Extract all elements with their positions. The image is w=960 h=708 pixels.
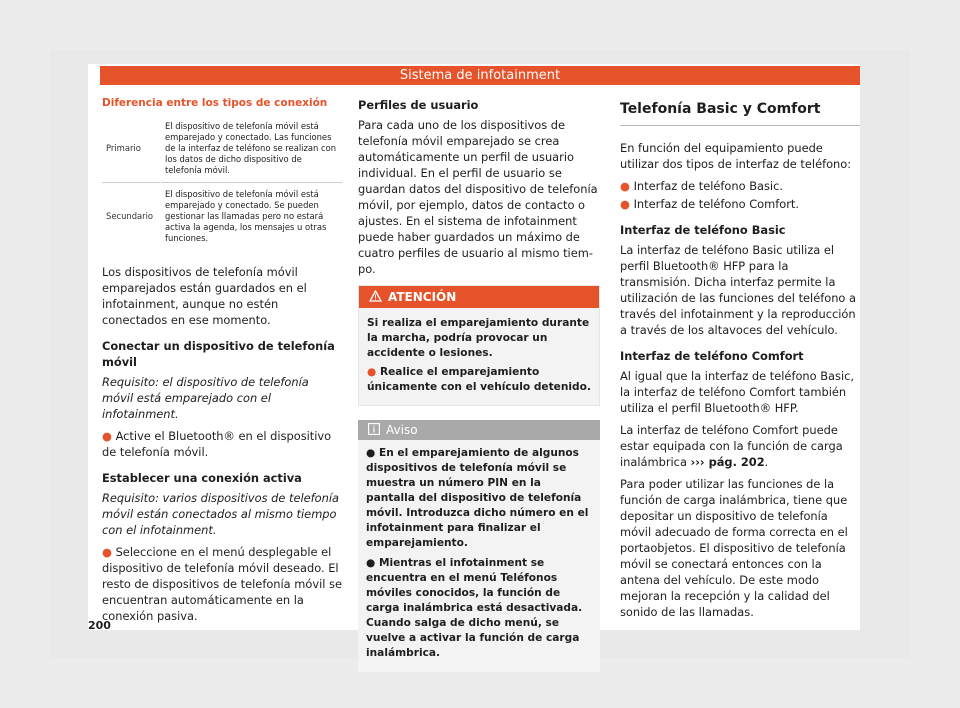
info-icon bbox=[368, 421, 380, 441]
bullet-text: Active el Bluetooth® en el dispositivo de telefonía móvil. bbox=[102, 429, 332, 459]
heading-connect: Conectar un dispositivo de telefonía móvil bbox=[102, 339, 335, 369]
requirement-connect: Requisito: el dispositivo de telefonía móvil está emparejado con el infotainment. bbox=[102, 375, 309, 421]
bullet-dot-icon: ● bbox=[366, 447, 376, 459]
table-cell-label: Secundario bbox=[102, 183, 161, 251]
table-cell-text: El dispositivo de telefonía móvil está emparejado y conectado. Se pueden gestionar las llamadas pero no estará activa la agenda, los mensajes u otras funciones. bbox=[161, 183, 343, 251]
bullet-text: Interfaz de teléfono Comfort. bbox=[633, 197, 799, 211]
bullet-dot-icon: ● bbox=[620, 179, 630, 193]
bullet-comfort bbox=[620, 196, 860, 212]
heading-basic: Interfaz de teléfono Basic bbox=[620, 223, 786, 237]
bullet-text: Interfaz de teléfono Basic. bbox=[633, 179, 783, 193]
note-box bbox=[358, 420, 600, 672]
note-title-text: Aviso bbox=[386, 423, 418, 437]
column-right bbox=[620, 97, 860, 626]
paragraph-intro: En función del equipamiento puede utilizar dos tipos de interfaz de teléfono: bbox=[620, 141, 852, 171]
attention-bullet bbox=[367, 365, 591, 395]
page-number: 200 bbox=[88, 619, 111, 632]
bullet-dot-icon: ● bbox=[102, 545, 112, 559]
table-cell-text: El dispositivo de telefonía móvil está emparejado y conectado. Las funciones de la interfaz de teléfono se realizan con los datos de dicho dispositivo de telefonía móvil. bbox=[161, 115, 343, 183]
page-reference-link[interactable]: ››› pág. 202 bbox=[690, 455, 765, 469]
note-title bbox=[358, 420, 600, 440]
column-left bbox=[102, 97, 342, 630]
heading-active: Establecer una conexión activa bbox=[102, 471, 302, 485]
note-bullet bbox=[366, 446, 592, 551]
paragraph-intro: Los dispositivos de telefonía móvil emparejados están guardados en el infotainment, aunque no estén conectados en ese momento. bbox=[102, 265, 307, 327]
table-cell-label: Primario bbox=[106, 143, 141, 153]
bullet-text: Realice el emparejamiento únicamente con el vehículo detenido. bbox=[367, 366, 591, 393]
table-row bbox=[102, 115, 342, 183]
heading-comfort: Interfaz de teléfono Comfort bbox=[620, 349, 804, 363]
bullet-dot-icon: ● bbox=[620, 197, 630, 211]
paragraph-text: La interfaz de teléfono Comfort puede estar equipada con la función de carga inalámbrica bbox=[620, 423, 843, 469]
paragraph-text: . bbox=[764, 455, 769, 469]
bullet-dot-icon: ● bbox=[102, 429, 112, 443]
column-middle bbox=[358, 97, 600, 672]
paragraph-comfort-1: Al igual que la interfaz de teléfono Basic, la interfaz de teléfono Comfort también utiliza el perfil Bluetooth® HFP. bbox=[620, 369, 855, 415]
heading-profiles: Perfiles de usuario bbox=[358, 98, 479, 112]
bullet-connect bbox=[102, 428, 342, 460]
bullet-text: En el emparejamiento de algunos dispositivos de telefonía móvil se muestra un número PIN en la pantalla del dispositivo de telefonía móvil. Introduzca dicho número en el infotainment para finalizar el emparejamiento. bbox=[366, 447, 589, 549]
requirement-active: Requisito: varios dispositivos de telefonía móvil están conectados al mismo tiempo con el infotainment. bbox=[102, 491, 339, 537]
bullet-text: Mientras el infotainment se encuentra en el menú Teléfonos móviles conocidos, la función de carga inalámbrica está desactivada. Cuando salga de dicho menú, se vuelve a activar la función de carga inalámbrica. bbox=[366, 557, 583, 659]
bullet-dot-icon: ● bbox=[367, 366, 377, 378]
page-header bbox=[100, 66, 860, 85]
attention-title bbox=[359, 286, 599, 308]
bullet-dot-icon: ● bbox=[366, 557, 376, 569]
paragraph-profiles: Para cada uno de los dispositivos de telefonía móvil emparejado se crea automáticamente un perfil de usuario individual. En el perfil de usuario se guardan datos del dispositivo de telefonía móvil, por ejemplo, datos de contacto o ajustes. En el sistema de infotainment puede haber guardados un máximo de cuatro perfiles de usuario al mismo tiempo. bbox=[358, 118, 598, 276]
attention-body bbox=[359, 308, 599, 405]
paragraph-comfort-3: Para poder utilizar las funciones de la función de carga inalámbrica, tiene que depositar un dispositivo de telefonía móvil adecuado de forma correcta en el portaobjetos. El dispositivo de telefonía móvil se conectará entonces con la antena del vehículo. De este modo mejoran la recepción y la calidad del sonido de las llamadas. bbox=[620, 477, 848, 619]
note-body bbox=[358, 440, 600, 672]
warning-triangle-icon bbox=[369, 287, 382, 309]
paragraph-basic: La interfaz de teléfono Basic utiliza el perfil Bluetooth® HFP para la transmisión. Dicha interfaz permite la utilización de las funciones del teléfono a través del infotainment y la reproducción a través de los altavoces del vehículo. bbox=[620, 243, 856, 337]
page-header-title: Sistema de infotainment bbox=[399, 68, 561, 83]
attention-paragraph: Si realiza el emparejamiento durante la marcha, podría provocar un accidente o lesiones. bbox=[367, 317, 590, 359]
section-title: Telefonía Basic y Comfort bbox=[620, 101, 860, 126]
bullet-active bbox=[102, 544, 342, 624]
table-heading: Diferencia entre los tipos de conexión bbox=[102, 97, 328, 109]
note-bullet bbox=[366, 556, 592, 661]
connection-types-table bbox=[102, 115, 342, 250]
attention-title-text: ATENCIÓN bbox=[388, 290, 457, 304]
bullet-basic bbox=[620, 178, 860, 194]
paragraph-comfort-2 bbox=[620, 422, 860, 470]
attention-box bbox=[358, 285, 600, 406]
table-row bbox=[102, 183, 342, 251]
bullet-text: Seleccione en el menú desplegable el dispositivo de telefonía móvil deseado. El resto de dispositivos de telefonía móvil se encuentran automáticamente en la conexión pasiva. bbox=[102, 545, 342, 623]
